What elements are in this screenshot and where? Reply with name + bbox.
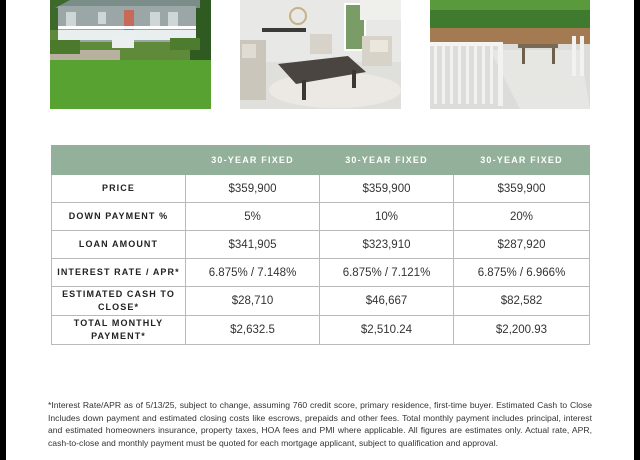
row-label: DOWN PAYMENT % bbox=[52, 203, 186, 231]
left-border bbox=[0, 0, 6, 460]
backyard-deck-photo bbox=[430, 0, 590, 109]
row-label: LOAN AMOUNT bbox=[52, 231, 186, 259]
table-cell: 6.875% / 6.966% bbox=[454, 259, 590, 287]
right-border bbox=[634, 0, 640, 460]
table-cell: $359,900 bbox=[186, 175, 320, 203]
row-label: TOTAL MONTHLY PAYMENT* bbox=[52, 316, 186, 345]
table-cell: $359,900 bbox=[454, 175, 590, 203]
table-cell: $2,200.93 bbox=[454, 316, 590, 345]
row-label: PRICE bbox=[52, 175, 186, 203]
disclaimer-footnote: *Interest Rate/APR as of 5/13/25, subject to change, assuming 760 credit score, primary residence, first-time buyer. Estimated Cash to Close Includes down payment and estimated closing costs like escrows, prepaids and other fees. Total monthly payment includes principal, interest and estimated homeowners insurance, property taxes, HOA fees and PMI where applicable. All figures are estimates only. Actual rate, APR, cash-to-close and monthly payment must be quoted for each mortgage applicant, subject to qualification and approval. bbox=[48, 400, 592, 448]
table-row bbox=[52, 203, 590, 231]
house-exterior-photo bbox=[50, 0, 211, 109]
table-row bbox=[52, 287, 590, 316]
table-cell: $341,905 bbox=[186, 231, 320, 259]
column-header: 30-YEAR FIXED bbox=[320, 146, 454, 175]
table-cell: $82,582 bbox=[454, 287, 590, 316]
column-header: 30-YEAR FIXED bbox=[186, 146, 320, 175]
table-cell: 6.875% / 7.121% bbox=[320, 259, 454, 287]
table-row bbox=[52, 316, 590, 345]
table-cell: $46,667 bbox=[320, 287, 454, 316]
table-header-corner bbox=[52, 146, 186, 175]
table-cell: 20% bbox=[454, 203, 590, 231]
table-row bbox=[52, 231, 590, 259]
mortgage-comparison-table bbox=[51, 145, 590, 345]
table-row bbox=[52, 175, 590, 203]
table-cell: $2,510.24 bbox=[320, 316, 454, 345]
table-cell: $287,920 bbox=[454, 231, 590, 259]
table-cell: 5% bbox=[186, 203, 320, 231]
table-cell: $28,710 bbox=[186, 287, 320, 316]
row-label: INTEREST RATE / APR* bbox=[52, 259, 186, 287]
table-row bbox=[52, 259, 590, 287]
table-cell: $359,900 bbox=[320, 175, 454, 203]
living-room-photo bbox=[240, 0, 401, 109]
table-cell: 10% bbox=[320, 203, 454, 231]
table-cell: $2,632.5 bbox=[186, 316, 320, 345]
table-cell: $323,910 bbox=[320, 231, 454, 259]
column-header: 30-YEAR FIXED bbox=[454, 146, 590, 175]
row-label: ESTIMATED CASH TO CLOSE* bbox=[52, 287, 186, 316]
table-cell: 6.875% / 7.148% bbox=[186, 259, 320, 287]
table-header-row bbox=[52, 146, 590, 175]
